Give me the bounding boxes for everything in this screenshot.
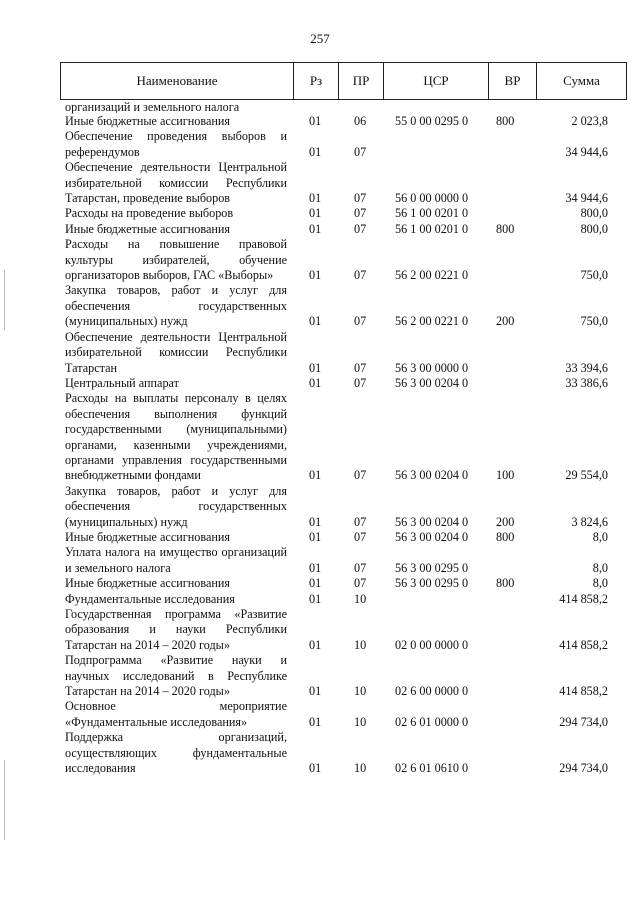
cell-sum — [536, 100, 626, 114]
column-header-sum: Сумма — [537, 63, 627, 100]
cell-rz: 01 — [309, 468, 322, 483]
column-header-pr: ПР — [339, 63, 384, 100]
table-row — [60, 237, 626, 283]
cell-pr: 10 — [354, 684, 367, 699]
cell-name: Иные бюджетные ассигнования — [65, 114, 231, 128]
cell-rz: 01 — [309, 637, 322, 652]
cell-name: Поддержка организаций, осуществляющих фундаментальные исследования — [65, 730, 287, 776]
cell-sum: 29 554,0 — [565, 468, 608, 483]
cell-pr: 10 — [354, 591, 367, 606]
cell-sum: 3 824,6 — [571, 514, 608, 529]
cell-rz: 01 — [309, 114, 322, 128]
cell-rz: 01 — [309, 591, 322, 606]
cell-name: Обеспечение проведения выборов и референдумов — [65, 129, 287, 159]
table-row — [60, 730, 626, 776]
cell-pr: 07 — [354, 144, 367, 159]
cell-csr — [383, 129, 488, 160]
cell-rz: 01 — [309, 714, 322, 729]
cell-rz: 01 — [309, 761, 322, 776]
cell-vr — [488, 376, 536, 391]
table-row — [60, 607, 626, 653]
cell-sum: 294 734,0 — [559, 761, 608, 776]
scan-margin-mark — [4, 760, 5, 840]
cell-sum: 33 394,6 — [565, 360, 608, 375]
cell-sum: 2 023,8 — [571, 114, 608, 128]
cell-sum: 8,0 — [592, 529, 608, 544]
cell-csr — [383, 100, 488, 114]
table-row — [60, 576, 626, 591]
cell-sum: 414 858,2 — [559, 591, 608, 606]
cell-rz: 01 — [309, 221, 322, 236]
table-row — [60, 222, 626, 237]
table-row — [60, 330, 626, 376]
cell-pr: 07 — [354, 191, 367, 206]
cell-rz: 01 — [309, 360, 322, 375]
cell-pr: 07 — [354, 529, 367, 544]
cell-rz: 01 — [309, 684, 322, 699]
column-header-csr: ЦСР — [384, 63, 489, 100]
cell-pr: 07 — [354, 206, 367, 221]
table-row — [60, 484, 626, 530]
cell-vr — [488, 160, 536, 206]
cell-rz: 01 — [309, 206, 322, 221]
cell-vr: 800 — [496, 529, 515, 544]
table-row — [60, 391, 626, 483]
table-row — [60, 206, 626, 221]
cell-pr — [338, 100, 383, 114]
cell-pr: 07 — [354, 514, 367, 529]
column-header-name: Наименование — [61, 63, 294, 100]
cell-vr: 200 — [496, 314, 515, 329]
cell-rz — [293, 100, 338, 114]
cell-csr: 56 1 00 0201 0 — [395, 206, 469, 221]
cell-pr: 07 — [354, 468, 367, 483]
cell-sum: 34 944,6 — [565, 191, 608, 206]
budget-table-body — [60, 100, 626, 776]
cell-pr: 07 — [354, 560, 367, 575]
cell-vr — [488, 545, 536, 576]
cell-csr: 56 3 00 0204 0 — [395, 529, 469, 544]
cell-csr: 56 3 00 0295 0 — [395, 576, 469, 591]
cell-rz: 01 — [309, 560, 322, 575]
table-row — [60, 653, 626, 699]
table-row — [60, 114, 626, 129]
cell-csr: 56 2 00 0221 0 — [395, 314, 469, 329]
cell-rz: 01 — [309, 144, 322, 159]
table-row — [60, 283, 626, 329]
cell-pr: 10 — [354, 637, 367, 652]
cell-pr: 07 — [354, 375, 367, 390]
cell-csr: 02 0 00 0000 0 — [395, 637, 469, 652]
cell-pr: 07 — [354, 360, 367, 375]
cell-name: Основное мероприятие «Фундаментальные исследования» — [65, 699, 287, 729]
cell-rz: 01 — [309, 314, 322, 329]
cell-name: Закупка товаров, работ и услуг для обеспечения государственных (муниципальных) нужд — [65, 283, 287, 329]
cell-rz: 01 — [309, 191, 322, 206]
cell-vr — [488, 330, 536, 376]
cell-csr: 02 6 00 0000 0 — [395, 684, 469, 699]
table-row — [60, 699, 626, 730]
scan-margin-mark — [4, 270, 5, 330]
cell-pr: 07 — [354, 314, 367, 329]
table-row — [60, 129, 626, 160]
table-header — [60, 62, 627, 100]
cell-rz: 01 — [309, 375, 322, 390]
cell-rz: 01 — [309, 268, 322, 283]
column-header-vr: ВР — [489, 63, 537, 100]
table-row — [60, 160, 626, 206]
cell-name: Иные бюджетные ассигнования — [65, 221, 231, 236]
cell-name: Центральный аппарат — [65, 375, 179, 390]
cell-sum: 800,0 — [580, 206, 608, 221]
cell-pr: 10 — [354, 761, 367, 776]
cell-name: организаций и земельного налога — [65, 100, 240, 114]
cell-vr — [488, 100, 536, 114]
cell-vr — [488, 653, 536, 699]
cell-csr: 56 2 00 0221 0 — [395, 268, 469, 283]
cell-sum: 750,0 — [580, 268, 608, 283]
cell-sum: 8,0 — [592, 560, 608, 575]
cell-vr: 800 — [496, 576, 515, 591]
cell-rz: 01 — [309, 576, 322, 591]
cell-sum: 800,0 — [580, 221, 608, 236]
cell-name: Государственная программа «Развитие образования и науки Республики Татарстан на 2014 – 2020 годы» — [65, 607, 287, 652]
cell-vr — [488, 206, 536, 221]
table-row — [60, 592, 626, 607]
page-number: 257 — [310, 31, 330, 46]
cell-name: Иные бюджетные ассигнования — [65, 529, 231, 544]
cell-sum: 414 858,2 — [559, 637, 608, 652]
cell-csr: 56 3 00 0204 0 — [395, 514, 469, 529]
cell-sum: 34 944,6 — [565, 144, 608, 159]
cell-csr: 56 3 00 0295 0 — [395, 560, 469, 575]
cell-name: Расходы на выплаты персоналу в целях обеспечения выполнения функций государственными (муниципальными) органами, казенными учреждениями, органами управления государственными внебюджетными фондами — [65, 391, 287, 483]
cell-vr — [488, 129, 536, 160]
cell-csr: 56 3 00 0204 0 — [395, 468, 469, 483]
cell-sum: 294 734,0 — [559, 714, 608, 729]
cell-vr — [488, 592, 536, 607]
table-row — [60, 376, 626, 391]
cell-csr: 02 6 01 0610 0 — [395, 761, 469, 776]
budget-table — [60, 100, 626, 776]
cell-vr — [488, 730, 536, 776]
cell-csr: 56 3 00 0204 0 — [395, 375, 469, 390]
cell-rz: 01 — [309, 529, 322, 544]
cell-vr: 800 — [496, 114, 515, 128]
cell-sum: 33 386,6 — [565, 375, 608, 390]
cell-name: Уплата налога на имущество организаций и земельного налога — [65, 545, 287, 575]
cell-vr: 800 — [496, 221, 515, 236]
cell-name: Обеспечение деятельности Центральной избирательной комиссии Республики Татарстан — [65, 329, 287, 375]
cell-name: Обеспечение деятельности Центральной избирательной комиссии Республики Татарстан, проведение выборов — [65, 160, 287, 206]
table-row — [60, 530, 626, 545]
column-header-rz: Рз — [294, 63, 339, 100]
cell-vr — [488, 699, 536, 730]
cell-csr: 56 3 00 0000 0 — [395, 360, 469, 375]
cell-csr — [383, 592, 488, 607]
cell-name: Закупка товаров, работ и услуг для обеспечения государственных (муниципальных) нужд — [65, 483, 287, 529]
cell-name: Расходы на проведение выборов — [65, 206, 234, 221]
cell-pr: 10 — [354, 714, 367, 729]
cell-rz: 01 — [309, 514, 322, 529]
cell-sum: 750,0 — [580, 314, 608, 329]
cell-csr: 55 0 00 0295 0 — [395, 114, 469, 128]
cell-csr: 56 0 00 0000 0 — [395, 191, 469, 206]
cell-pr: 07 — [354, 221, 367, 236]
cell-pr: 07 — [354, 268, 367, 283]
cell-csr: 02 6 01 0000 0 — [395, 714, 469, 729]
table-row — [60, 545, 626, 576]
cell-csr: 56 1 00 0201 0 — [395, 221, 469, 236]
cell-name: Иные бюджетные ассигнования — [65, 576, 231, 591]
cell-name: Фундаментальные исследования — [65, 591, 235, 606]
cell-sum: 8,0 — [592, 576, 608, 591]
cell-vr — [488, 237, 536, 283]
cell-sum: 414 858,2 — [559, 684, 608, 699]
cell-vr: 100 — [496, 468, 515, 483]
cell-vr — [488, 607, 536, 653]
cell-name: Расходы на повышение правовой культуры избирателей, обучение организаторов выборов, ГАС «Выборы» — [65, 237, 287, 283]
cell-name: Подпрограмма «Развитие науки и научных исследований в Республике Татарстан на 2014 – 2020 годы» — [65, 653, 287, 699]
table-row — [60, 100, 626, 114]
cell-vr: 200 — [496, 514, 515, 529]
cell-pr: 07 — [354, 576, 367, 591]
cell-pr: 06 — [354, 114, 367, 128]
